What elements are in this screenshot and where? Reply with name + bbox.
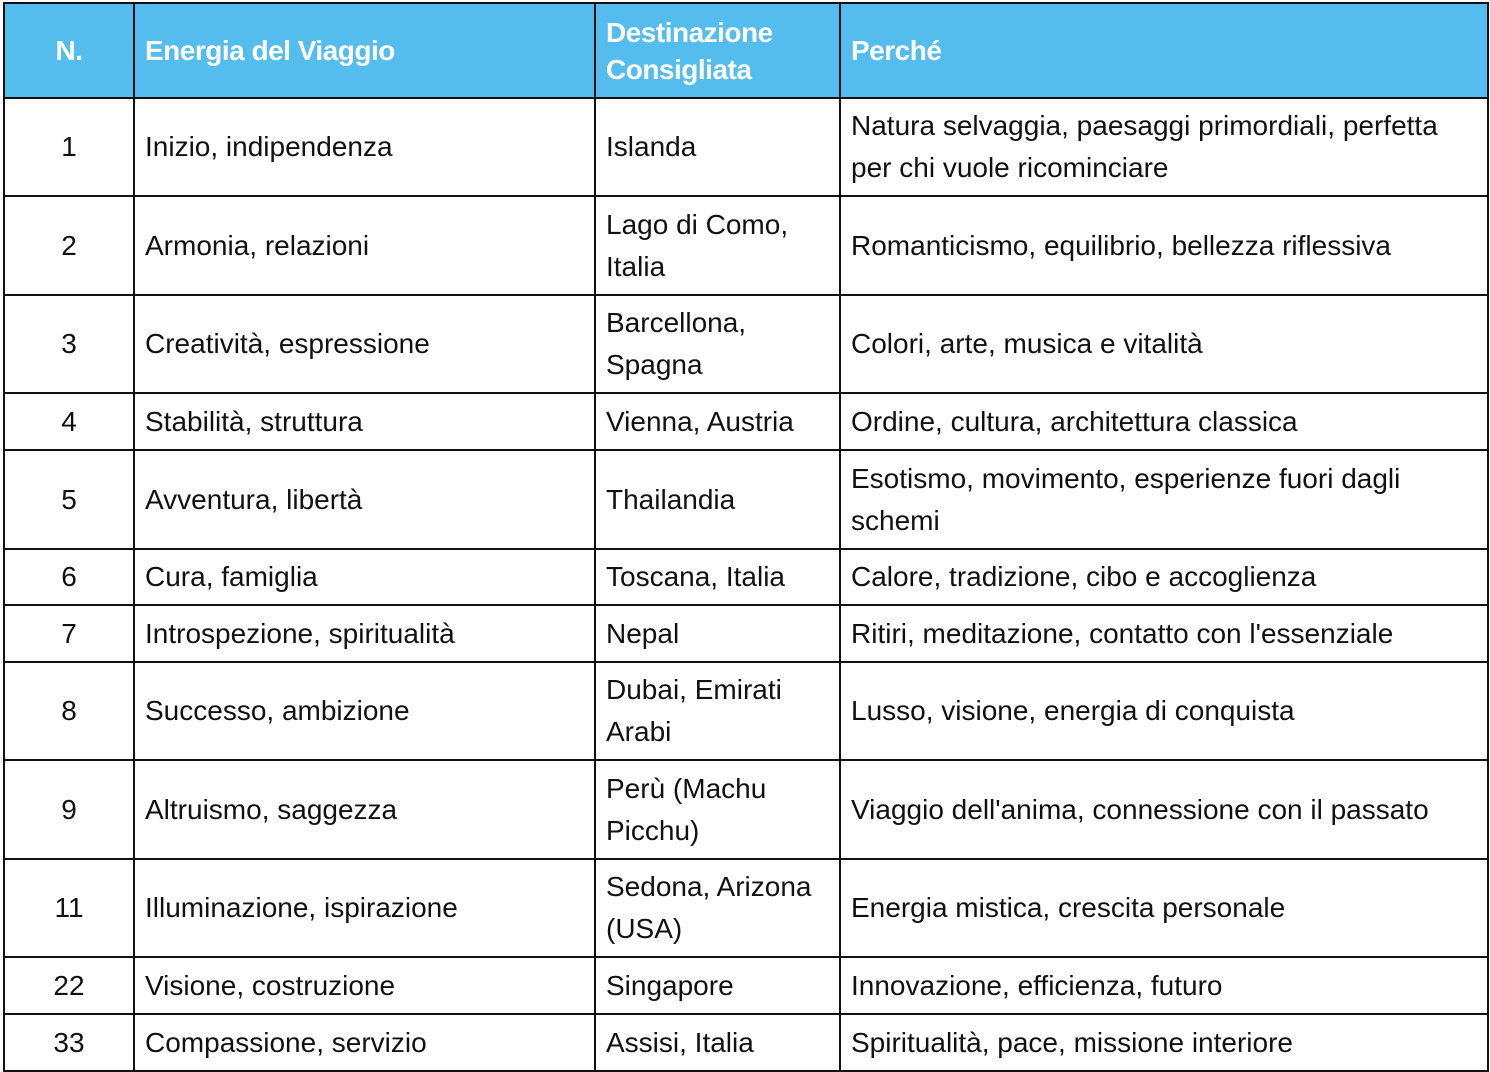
cell-perche: Viaggio dell'anima, connessione con il passato	[840, 760, 1488, 859]
header-perche: Perché	[840, 3, 1488, 98]
cell-destinazione: Dubai, Emirati Arabi	[595, 662, 840, 760]
cell-destinazione: Lago di Como, Italia	[595, 196, 840, 295]
travel-energy-table	[3, 2, 1489, 1072]
table-row	[4, 196, 1488, 295]
cell-energia: Visione, costruzione	[134, 957, 595, 1014]
cell-number: 6	[4, 549, 134, 605]
table-row	[4, 760, 1488, 859]
cell-perche: Spiritualità, pace, missione interiore	[840, 1014, 1488, 1071]
table-row	[4, 1014, 1488, 1071]
table-row	[4, 549, 1488, 605]
table-row	[4, 662, 1488, 760]
header-row	[4, 3, 1488, 98]
cell-perche: Innovazione, efficienza, futuro	[840, 957, 1488, 1014]
cell-energia: Avventura, libertà	[134, 450, 595, 549]
cell-destinazione: Thailandia	[595, 450, 840, 549]
cell-destinazione: Perù (Machu Picchu)	[595, 760, 840, 859]
cell-perche: Colori, arte, musica e vitalità	[840, 295, 1488, 393]
table-row	[4, 98, 1488, 196]
cell-perche: Ordine, cultura, architettura classica	[840, 393, 1488, 450]
cell-perche: Natura selvaggia, paesaggi primordiali, perfetta per chi vuole ricominciare	[840, 98, 1488, 196]
cell-energia: Creatività, espressione	[134, 295, 595, 393]
cell-number: 8	[4, 662, 134, 760]
cell-number: 5	[4, 450, 134, 549]
cell-number: 33	[4, 1014, 134, 1071]
cell-number: 4	[4, 393, 134, 450]
cell-energia: Successo, ambizione	[134, 662, 595, 760]
table-row	[4, 295, 1488, 393]
table-row	[4, 605, 1488, 662]
cell-perche: Esotismo, movimento, esperienze fuori dagli schemi	[840, 450, 1488, 549]
cell-energia: Inizio, indipendenza	[134, 98, 595, 196]
table-row	[4, 450, 1488, 549]
cell-energia: Compassione, servizio	[134, 1014, 595, 1071]
table-row	[4, 859, 1488, 957]
cell-destinazione: Nepal	[595, 605, 840, 662]
cell-energia: Armonia, relazioni	[134, 196, 595, 295]
cell-destinazione: Assisi, Italia	[595, 1014, 840, 1071]
cell-perche: Romanticismo, equilibrio, bellezza riflessiva	[840, 196, 1488, 295]
cell-perche: Energia mistica, crescita personale	[840, 859, 1488, 957]
cell-energia: Cura, famiglia	[134, 549, 595, 605]
cell-energia: Illuminazione, ispirazione	[134, 859, 595, 957]
table-row	[4, 957, 1488, 1014]
cell-number: 2	[4, 196, 134, 295]
header-n: N.	[4, 3, 134, 98]
cell-destinazione: Vienna, Austria	[595, 393, 840, 450]
cell-number: 7	[4, 605, 134, 662]
cell-energia: Altruismo, saggezza	[134, 760, 595, 859]
cell-perche: Calore, tradizione, cibo e accoglienza	[840, 549, 1488, 605]
cell-perche: Lusso, visione, energia di conquista	[840, 662, 1488, 760]
cell-energia: Introspezione, spiritualità	[134, 605, 595, 662]
cell-number: 11	[4, 859, 134, 957]
header-energia: Energia del Viaggio	[134, 3, 595, 98]
cell-destinazione: Singapore	[595, 957, 840, 1014]
cell-energia: Stabilità, struttura	[134, 393, 595, 450]
cell-number: 9	[4, 760, 134, 859]
cell-destinazione: Islanda	[595, 98, 840, 196]
cell-number: 1	[4, 98, 134, 196]
cell-destinazione: Barcellona, Spagna	[595, 295, 840, 393]
cell-destinazione: Toscana, Italia	[595, 549, 840, 605]
table-row	[4, 393, 1488, 450]
header-destinazione: Destinazione Consigliata	[595, 3, 840, 98]
cell-number: 3	[4, 295, 134, 393]
cell-destinazione: Sedona, Arizona (USA)	[595, 859, 840, 957]
cell-perche: Ritiri, meditazione, contatto con l'essenziale	[840, 605, 1488, 662]
cell-number: 22	[4, 957, 134, 1014]
